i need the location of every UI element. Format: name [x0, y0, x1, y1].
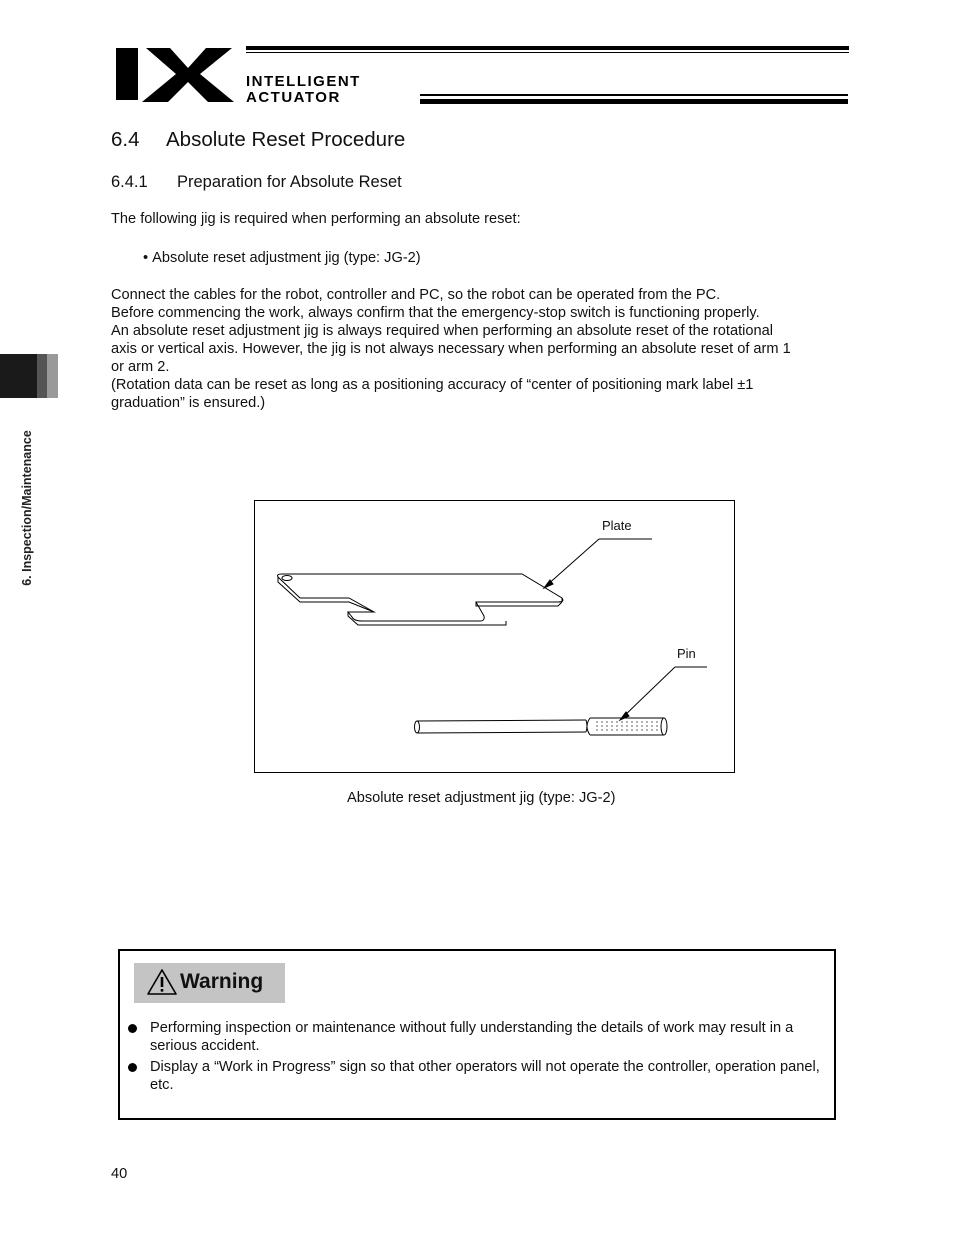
warning-triangle-icon [146, 968, 178, 996]
plate-leader [544, 539, 652, 588]
warning-title: Warning [180, 970, 264, 993]
intro-text: The following jig is required when performing an absolute reset: [111, 211, 521, 227]
plate-label: Plate [602, 518, 632, 533]
ix-logo [112, 46, 422, 106]
subsection-title: Preparation for Absolute Reset [177, 173, 402, 191]
section-heading [111, 128, 405, 152]
body-line: Connect the cables for the robot, controller and PC, so the robot can be operated from the PC. [111, 287, 721, 303]
body-line: axis or vertical axis. However, the jig is not always necessary when performing an absolute reset of arm 1 [111, 341, 791, 357]
subsection-heading [111, 173, 402, 192]
section-number: 6.4 [111, 128, 140, 151]
header-rule [420, 94, 848, 96]
warning-item [128, 1019, 828, 1059]
jig-illustration [254, 500, 735, 773]
subsection-number: 6.4.1 [111, 173, 148, 191]
logo-text-intelligent: INTELLIGENT [246, 73, 361, 90]
chapter-label: 6. Inspection/Maintenance [20, 430, 34, 586]
header-rule [246, 46, 849, 50]
warning-item [128, 1058, 828, 1098]
plate-drawing [278, 574, 563, 625]
bullet-dot [128, 1024, 137, 1033]
warning-item-text: Performing inspection or maintenance without fully understanding the details of work may result in a serious accident. [150, 1020, 794, 1054]
jig-bullet [143, 249, 421, 267]
body-line: An absolute reset adjustment jig is always required when performing an absolute reset of the rotational [111, 323, 773, 339]
figure-caption: Absolute reset adjustment jig (type: JG-2) [347, 790, 616, 806]
chapter-tab [0, 354, 58, 398]
header-rule [246, 52, 849, 53]
body-line: (Rotation data can be reset as long as a positioning accuracy of “center of positioning mark label ±1 [111, 377, 754, 393]
page-number: 40 [111, 1166, 128, 1182]
body-line: or arm 2. [111, 359, 170, 375]
bullet-text: Absolute reset adjustment jig (type: JG-2) [152, 250, 421, 266]
procedure-paragraph [111, 286, 846, 412]
body-line: graduation” is ensured.) [111, 395, 266, 411]
bullet-dot [128, 1063, 137, 1072]
pin-label: Pin [677, 646, 696, 661]
body-line: Before commencing the work, always confirm that the emergency-stop switch is functioning properly. [111, 305, 760, 321]
header-rule [420, 99, 848, 104]
warning-item-text: Display a “Work in Progress” sign so that other operators will not operate the controller, operation panel, etc. [150, 1059, 820, 1093]
logo-text-actuator: ACTUATOR [246, 89, 341, 106]
bullet-dot: • [143, 250, 153, 266]
pin-leader [620, 667, 707, 720]
pin-drawing [415, 718, 668, 735]
section-title: Absolute Reset Procedure [166, 128, 406, 151]
